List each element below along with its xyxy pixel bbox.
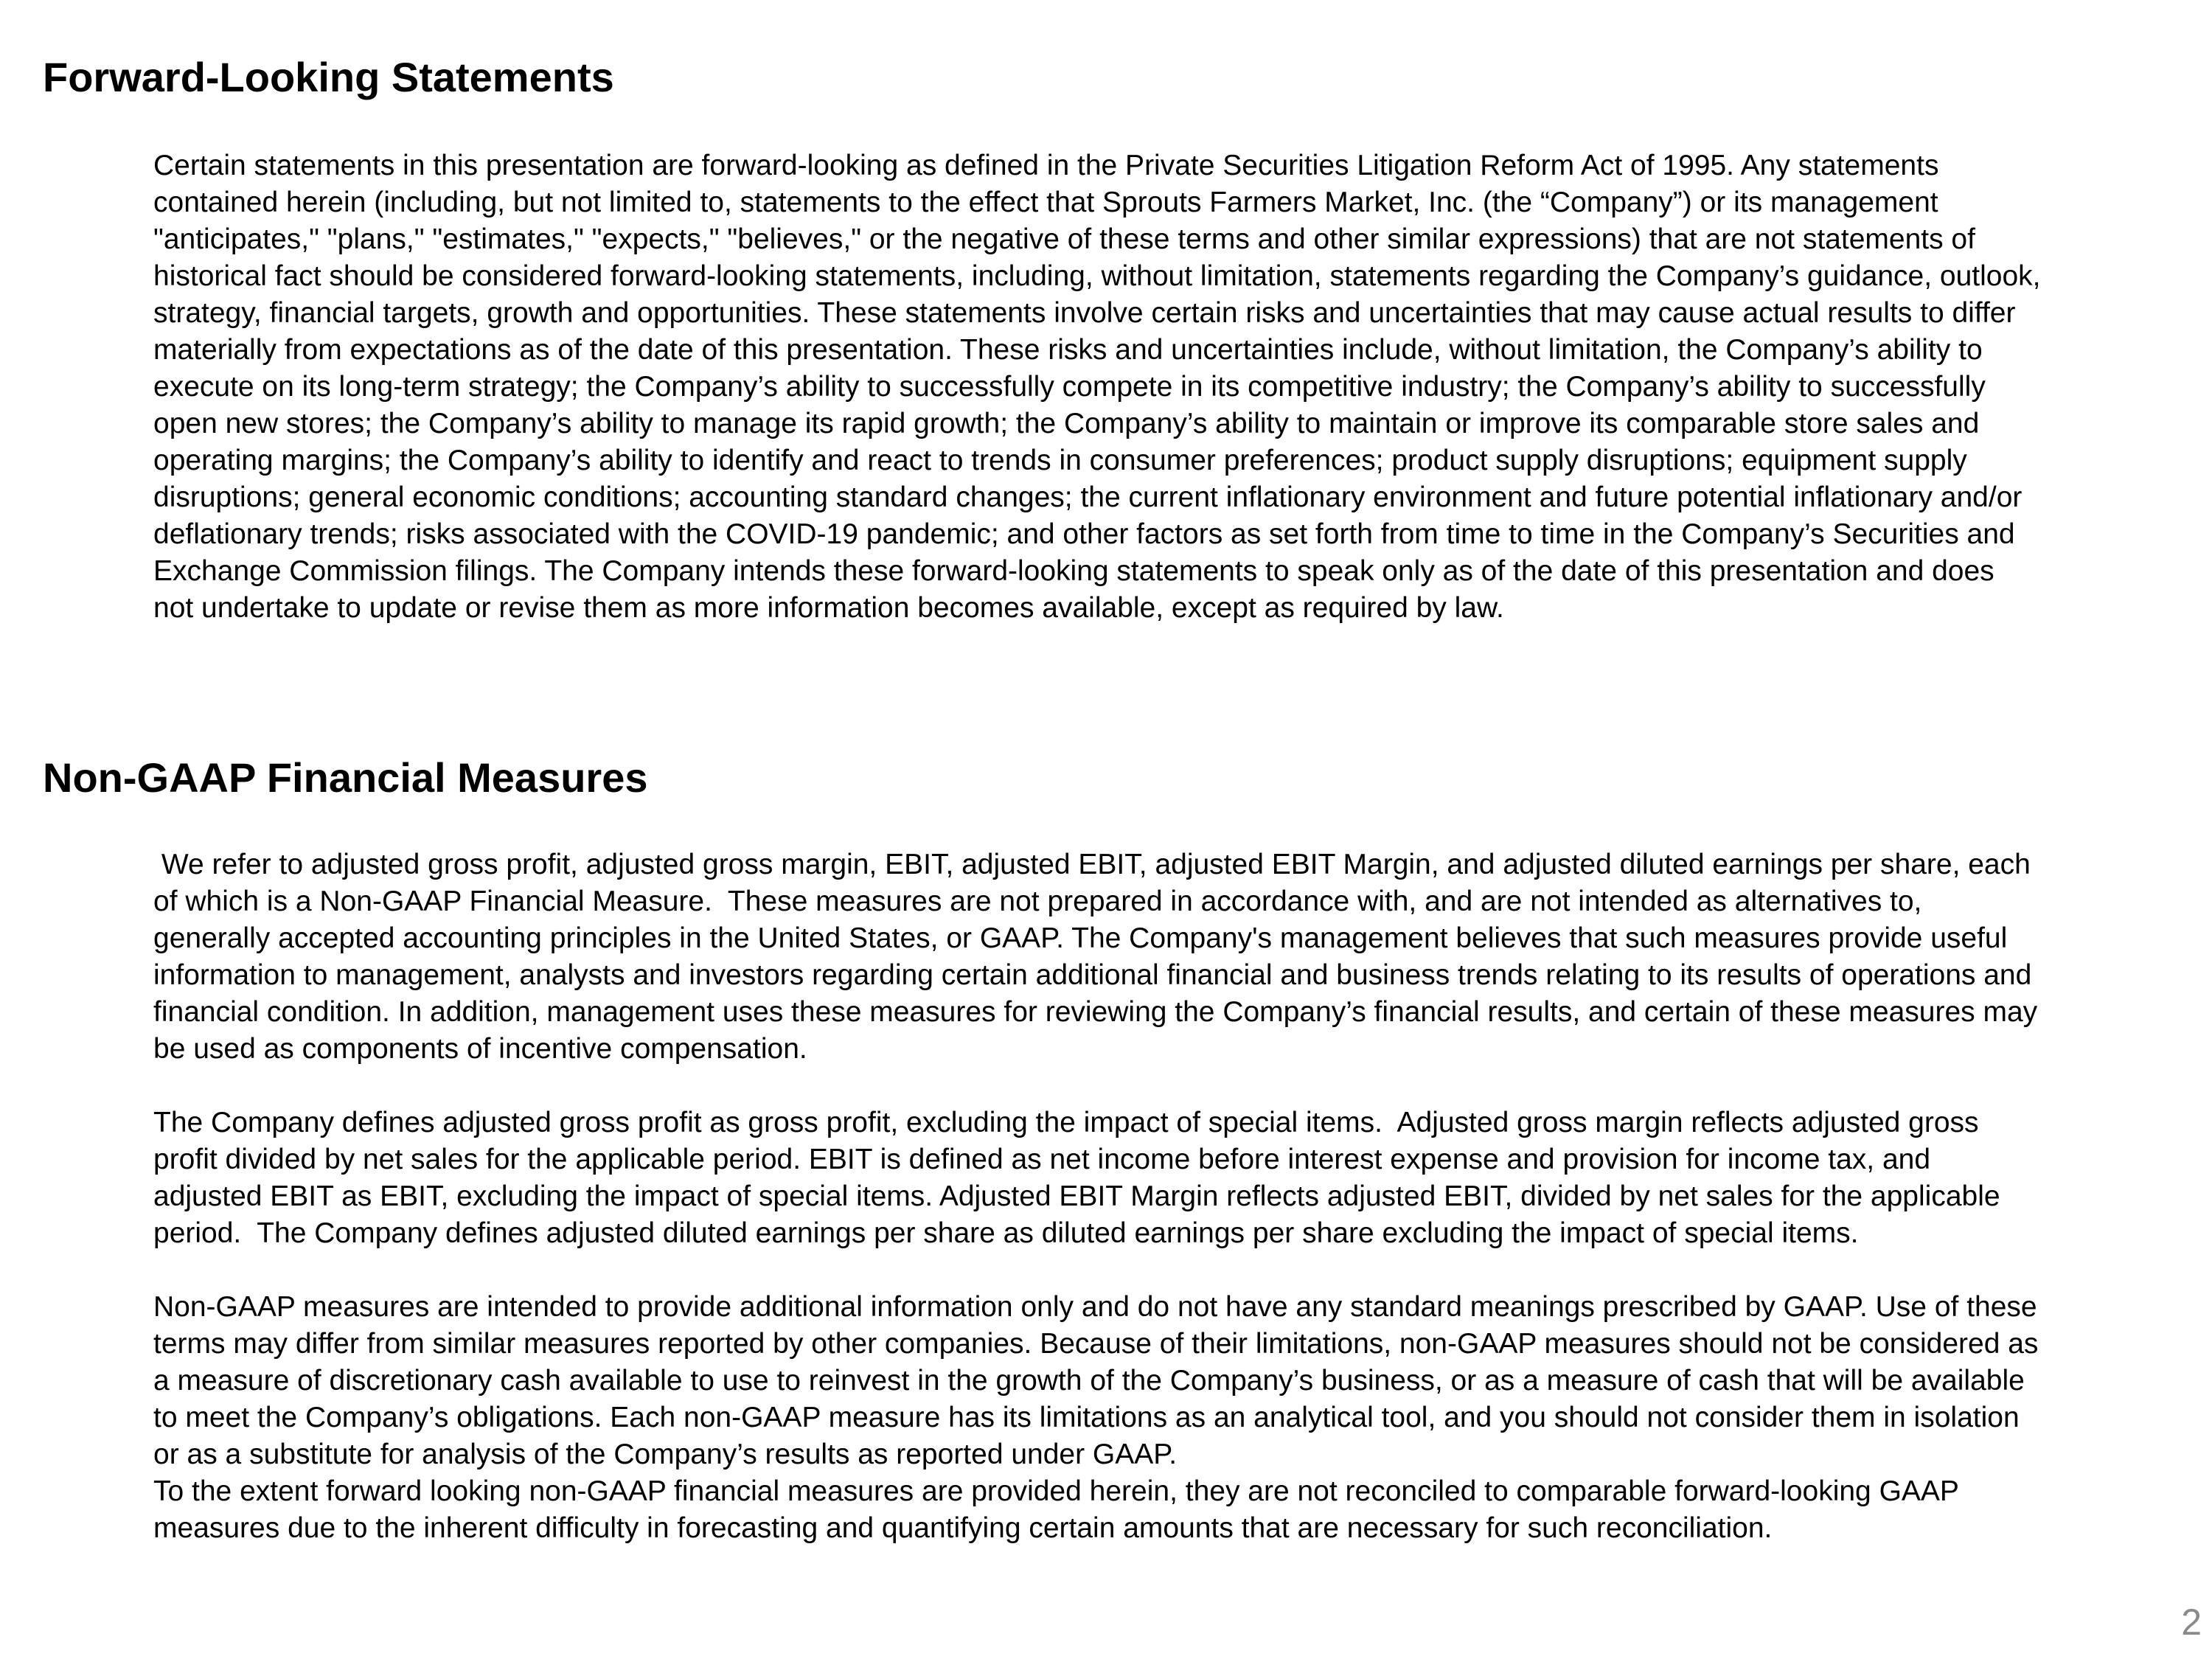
forward-looking-statements-heading: Forward-Looking Statements (43, 54, 614, 100)
non-gaap-paragraph-limitations: Non-GAAP measures are intended to provide additional information only and do not have any standard meanings prescribed by GAAP. Use of these terms may differ from similar measures reported by other companies. Because of their limitations, non-GAAP measures should not be considered as a measure of discretionary cash available to use to reinvest in the growth of the Company’s business, or as a measure of cash that will be available to meet the Company’s obligations. Each non-GAAP measure has its limitations as an analytical tool, and you should not consider them in isolation or as a substitute for analysis of the Company’s results as reported under GAAP. (153, 1291, 2039, 1470)
non-gaap-financial-measures-heading: Non-GAAP Financial Measures (43, 754, 648, 801)
non-gaap-body (153, 846, 2045, 1547)
non-gaap-paragraph-reconciliation: To the extent forward looking non-GAAP financial measures are provided herein, they are not reconciled to comparable forward-looking GAAP measures due to the inherent difficulty in forecasting and quantifying certain amounts that are necessary for such reconciliation. (153, 1475, 1959, 1544)
forward-looking-paragraph: Certain statements in this presentation are forward-looking as defined in the Private Securities Litigation Reform Act of 1995. Any statements contained herein (including, but not limited to, statements to the effect that Sprouts Farmers Market, Inc. (the “Company”) or its management "anticipates," "plans," "estimates," "expects," "believes," or the negative of these terms and other similar expressions) that are not statements of historical fact should be considered forward-looking statements, including, without limitation, statements regarding the Company’s guidance, outlook, strategy, financial targets, growth and opportunities. These statements involve certain risks and uncertainties that may cause actual results to differ materially from expectations as of the date of this presentation. These risks and uncertainties include, without limitation, the Company’s ability to execute on its long-term strategy; the Company’s ability to successfully compete in its competitive industry; the Company’s ability to successfully open new stores; the Company’s ability to manage its rapid growth; the Company’s ability to maintain or improve its comparable store sales and operating margins; the Company’s ability to identify and react to trends in consumer preferences; product supply disruptions; equipment supply disruptions; general economic conditions; accounting standard changes; the current inflationary environment and future potential inflationary and/or deflationary trends; risks associated with the COVID-19 pandemic; and other factors as set forth from time to time in the Company’s Securities and Exchange Commission filings. The Company intends these forward-looking statements to speak only as of the date of this presentation and does not undertake to update or revise them as more information becomes available, except as required by law. (153, 150, 2041, 624)
page-number: 2 (2181, 1601, 2202, 1643)
non-gaap-paragraph-definitions: The Company defines adjusted gross profit as gross profit, excluding the impact of special items. Adjusted gross margin reflects adjusted gross profit divided by net sales for the applicable period. EBIT is defined as net income before interest expense and provision for income tax, and adjusted EBIT as EBIT, excluding the impact of special items. Adjusted EBIT Margin reflects adjusted EBIT, divided by net sales for the applicable period. The Company defines adjusted diluted earnings per share as diluted earnings per share excluding the impact of special items. (153, 1107, 2008, 1249)
non-gaap-paragraph-intro: We refer to adjusted gross profit, adjusted gross margin, EBIT, adjusted EBIT, adjusted EBIT Margin, and adjusted diluted earnings per share, each of which is a Non-GAAP Financial Measure. These measures are not prepared in accordance with, and are not intended as alternatives to, generally accepted accounting principles in the United States, or GAAP. The Company's management believes that such measures provide useful information to management, analysts and investors regarding certain additional financial and business trends relating to its results of operations and financial condition. In addition, management uses these measures for reviewing the Company’s financial results, and certain of these measures may be used as components of incentive compensation. (153, 849, 2045, 1065)
forward-looking-statements-body (153, 147, 2041, 627)
